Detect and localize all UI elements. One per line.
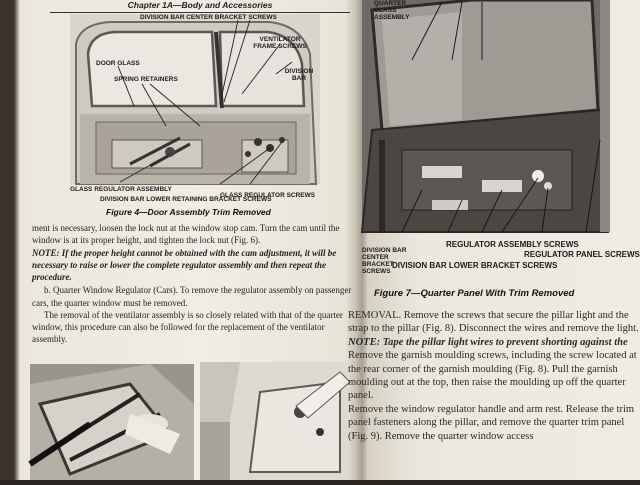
label-glass-regulator-screws: GLASS REGULATOR SCREWS — [220, 192, 316, 199]
paragraph-regulator-handle: Remove the window regulator handle and arm rest. Release the trim panel fasteners along the pillar, and remove the quarter trim panel (Fig. 9). Remove the quarter window access — [348, 403, 635, 442]
bottom-left-photo — [30, 364, 194, 480]
bottom-right-photo — [200, 362, 350, 480]
paragraph-quarter-window-regulator: b. Quarter Window Regulator (Cars). To remove the regulator assembly on passenger cars, the quarter window must be removed. — [32, 285, 352, 308]
note-tape-wires: NOTE: Tape the pillar light wires to prevent shorting against the — [348, 336, 628, 348]
label-division-bar-center-bracket-screws: DIVISION BAR CENTER BRACKET SCREWS — [140, 14, 277, 21]
paragraph-removal: REMOVAL. Remove the screws that secure the pillar light and the strap to the pillar (Fig. 8). Disconnect the wires and remove the light. — [348, 310, 639, 335]
label-ventilator-frame-screws: VENTILATOR FRAME SCREWS — [253, 36, 307, 50]
label-glass-regulator-assembly: GLASS REGULATOR ASSEMBLY — [70, 186, 172, 193]
label-division-bar-lower-retaining-bracket-screws: DIVISION BAR LOWER RETAINING BRACKET SCREWS — [100, 196, 272, 203]
label-division-bar: DIVISION BAR — [284, 68, 314, 82]
figure-7-caption: Figure 7—Quarter Panel With Trim Removed — [374, 288, 575, 299]
label-quarter-glass-assembly: QUARTER GLASS ASSEMBLY — [374, 0, 410, 21]
paragraph-ventilator-removal: The removal of the ventilator assembly is so closely related with that of the quarter window, this procedure can also be followed for the replacement of the ventilator assembly. — [32, 309, 343, 344]
paragraph-cam-adjustment: ment is necessary, loosen the lock nut at the window stop cam. Turn the cam until the window is at its proper height, and tighten the lock nut (Fig. 6). — [32, 223, 340, 246]
figure-7-photo — [362, 0, 610, 232]
label-division-bar-center-bracket-screws: DIVISION BAR CENTER BRACKET SCREWS — [362, 247, 407, 275]
left-page — [14, 0, 358, 480]
right-page — [348, 0, 640, 480]
garnish-moulding-illustration — [200, 362, 350, 480]
label-regulator-panel-screws: REGULATOR PANEL SCREWS — [524, 250, 640, 259]
regulator-removal-illustration — [30, 364, 194, 480]
quarter-panel-illustration — [362, 0, 610, 232]
left-body-text — [32, 222, 354, 345]
label-door-glass: DOOR GLASS — [96, 60, 140, 67]
paragraph-garnish-moulding: Remove the garnish moulding screws, including the screw located at the rear corner of the garnish moulding (Fig. 8). Pull the garnish moulding out at the top, then raise the moulding up off the quarter panel. — [348, 350, 637, 402]
label-division-bar-lower-bracket-screws: DIVISION BAR LOWER BRACKET SCREWS — [392, 261, 558, 270]
note-proper-height: NOTE: If the proper height cannot be obtained with the cam adjustment, it will be necessary to raise or lower the complete regulator assembly and then repeat the procedure. — [32, 248, 337, 283]
label-regulator-assembly-screws: REGULATOR ASSEMBLY SCREWS — [446, 240, 579, 249]
running-header: Chapter 1A—Body and Accessories — [50, 0, 350, 13]
label-spring-retainers: SPRING RETAINERS — [114, 76, 178, 83]
right-body-text — [348, 309, 640, 443]
figure-4-caption: Figure 4—Door Assembly Trim Removed — [106, 207, 271, 217]
